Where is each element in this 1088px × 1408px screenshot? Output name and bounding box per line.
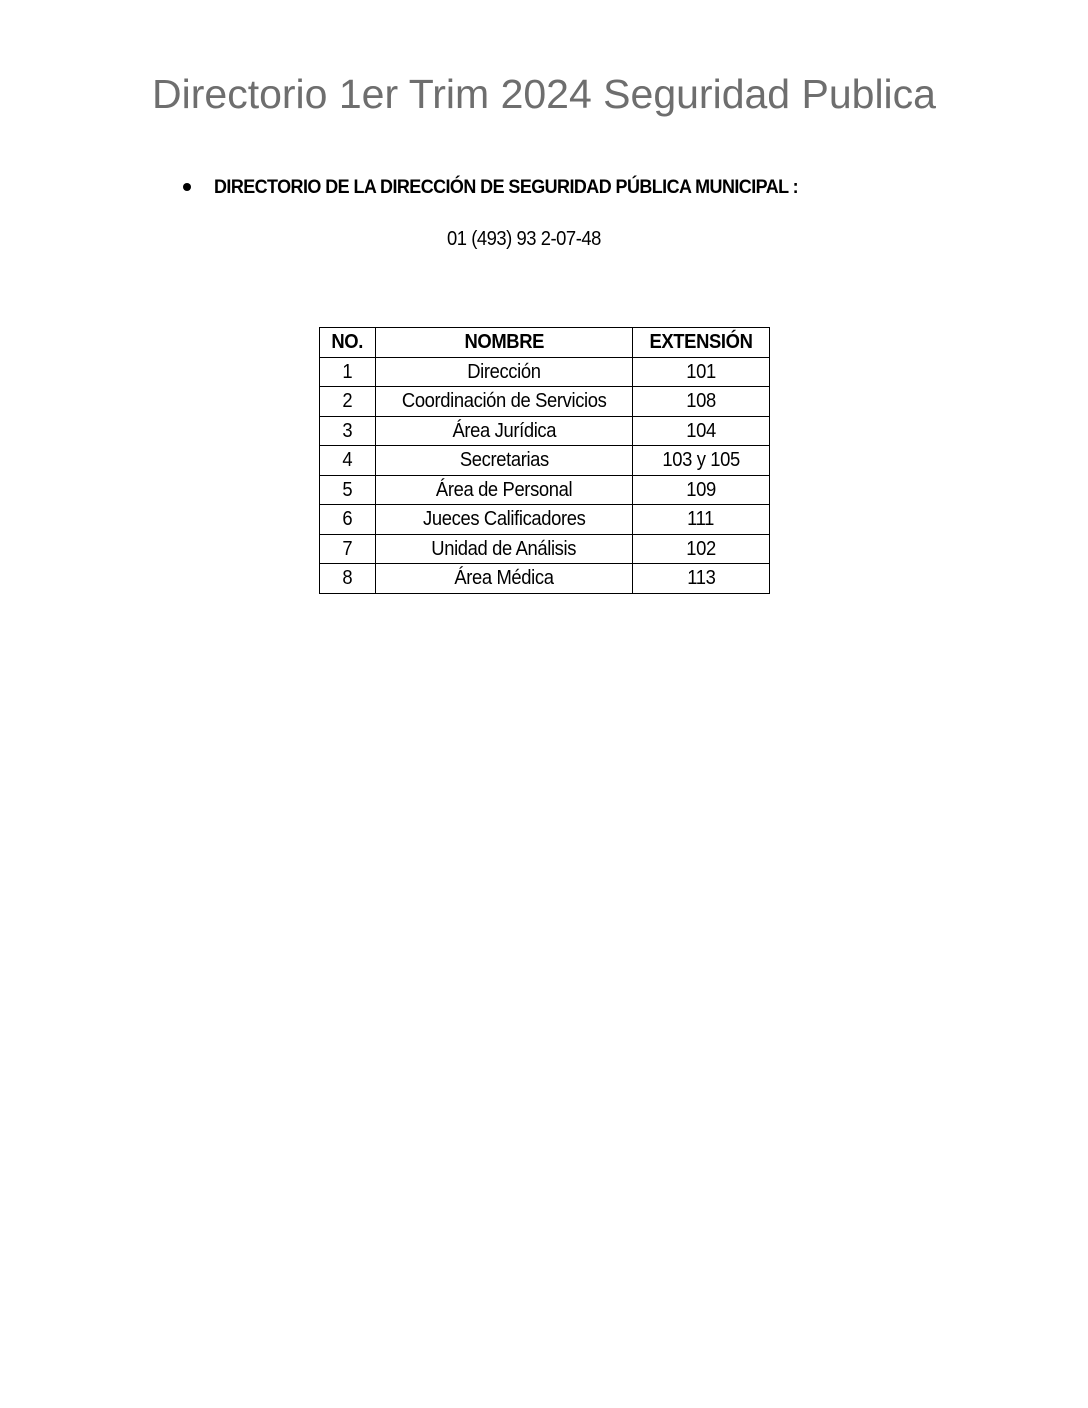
cell-no: 1 bbox=[320, 357, 376, 387]
cell-nombre: Dirección bbox=[376, 357, 633, 387]
section-heading-item bbox=[181, 172, 849, 202]
cell-no: 4 bbox=[320, 446, 376, 476]
cell-nombre: Área Jurídica bbox=[376, 416, 633, 446]
cell-extension: 102 bbox=[633, 534, 770, 564]
table-row bbox=[320, 357, 770, 387]
cell-nombre: Coordinación de Servicios bbox=[376, 387, 633, 417]
header-no: NO. bbox=[320, 328, 376, 358]
cell-no: 8 bbox=[320, 564, 376, 594]
section-heading: DIRECTORIO DE LA DIRECCIÓN DE SEGURIDAD PÚBLICA MUNICIPAL : bbox=[214, 175, 799, 198]
table-row bbox=[320, 564, 770, 594]
cell-no: 3 bbox=[320, 416, 376, 446]
cell-no: 7 bbox=[320, 534, 376, 564]
cell-extension: 103 y 105 bbox=[633, 446, 770, 476]
cell-extension: 108 bbox=[633, 387, 770, 417]
header-extension: EXTENSIÓN bbox=[633, 328, 770, 358]
table-row bbox=[320, 387, 770, 417]
table-row bbox=[320, 505, 770, 535]
cell-no: 5 bbox=[320, 475, 376, 505]
cell-nombre: Área Médica bbox=[376, 564, 633, 594]
table-row bbox=[320, 416, 770, 446]
cell-extension: 109 bbox=[633, 475, 770, 505]
cell-extension: 113 bbox=[633, 564, 770, 594]
cell-nombre: Jueces Calificadores bbox=[376, 505, 633, 535]
header-nombre: NOMBRE bbox=[376, 328, 633, 358]
table-header-row bbox=[320, 328, 770, 358]
cell-nombre: Área de Personal bbox=[376, 475, 633, 505]
cell-extension: 101 bbox=[633, 357, 770, 387]
cell-nombre: Secretarias bbox=[376, 446, 633, 476]
table-row bbox=[320, 534, 770, 564]
cell-no: 6 bbox=[320, 505, 376, 535]
cell-extension: 104 bbox=[633, 416, 770, 446]
bullet-icon bbox=[183, 183, 191, 191]
phone-number: 01 (493) 93 2-07-48 bbox=[447, 228, 601, 250]
table-row bbox=[320, 475, 770, 505]
directory-table bbox=[319, 327, 770, 594]
cell-no: 2 bbox=[320, 387, 376, 417]
cell-nombre: Unidad de Análisis bbox=[376, 534, 633, 564]
table-row bbox=[320, 446, 770, 476]
cell-extension: 111 bbox=[633, 505, 770, 535]
page-title: Directorio 1er Trim 2024 Seguridad Publica bbox=[152, 71, 936, 117]
